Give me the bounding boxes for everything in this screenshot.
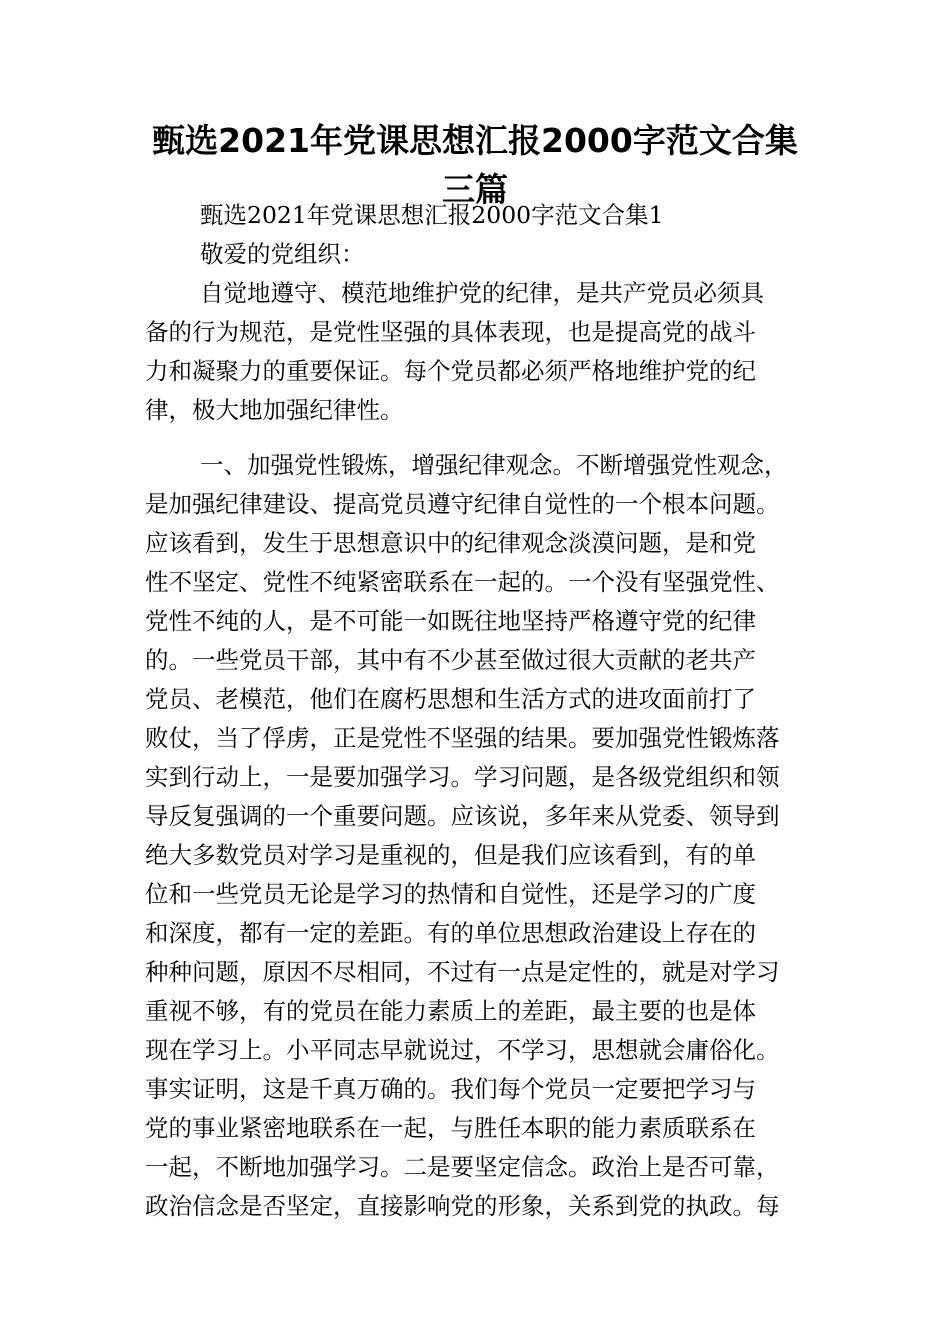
body-line: 力和凝聚力的重要保证。每个党员都必须严格地维护党的纪 xyxy=(145,357,756,385)
document-title-line1: 甄选2021年党课思想汇报2000字范文合集 xyxy=(152,121,798,160)
body-line: 事实证明，这是千真万确的。我们每个党员一定要把学习与 xyxy=(145,1075,756,1103)
body-line: 律，极大地加强纪律性。 xyxy=(145,396,404,424)
body-line: 一起，不断地加强学习。二是要坚定信念。政治上是否可靠， xyxy=(145,1153,780,1181)
body-line: 应该看到，发生于思想意识中的纪律观念淡漠问题，是和党 xyxy=(145,529,756,557)
body-line: 是加强纪律建设、提高党员遵守纪律自觉性的一个根本问题。 xyxy=(145,490,780,518)
document-title-line2: 三篇 xyxy=(442,170,508,209)
body-line: 一、加强党性锻炼，增强纪律观念。不断增强党性观念， xyxy=(200,451,788,479)
body-line: 位和一些党员无论是学习的热情和自觉性，还是学习的广度 xyxy=(145,880,756,908)
body-line: 现在学习上。小平同志早就说过，不学习，思想就会庸俗化。 xyxy=(145,1036,780,1064)
body-line: 备的行为规范，是党性坚强的具体表现，也是提高党的战斗 xyxy=(145,318,756,346)
body-line: 自觉地遵守、模范地维护党的纪律，是共产党员必须具 xyxy=(200,279,764,307)
body-line: 的。一些党员干部，其中有不少甚至做过很大贡献的老共产 xyxy=(145,646,756,674)
body-line: 政治信念是否坚定，直接影响党的形象，关系到党的执政。每 xyxy=(145,1192,780,1220)
body-line: 和深度，都有一定的差距。有的单位思想政治建设上存在的 xyxy=(145,919,756,947)
body-line: 实到行动上，一是要加强学习。学习问题，是各级党组织和领 xyxy=(145,763,780,791)
body-line: 导反复强调的一个重要问题。应该说，多年来从党委、领导到 xyxy=(145,802,780,830)
body-line: 种种问题，原因不尽相同，不过有一点是定性的，就是对学习 xyxy=(145,958,780,986)
body-line: 党员、老模范，他们在腐朽思想和生活方式的进攻面前打了 xyxy=(145,685,756,713)
body-line: 重视不够，有的党员在能力素质上的差距，最主要的也是体 xyxy=(145,997,756,1025)
subtitle-line: 甄选2021年党课思想汇报2000字范文合集1 xyxy=(200,201,664,229)
body-line: 败仗，当了俘虏，正是党性不坚强的结果。要加强党性锻炼落 xyxy=(145,724,780,752)
body-line: 党性不纯的人，是不可能一如既往地坚持严格遵守党的纪律 xyxy=(145,607,756,635)
body-line: 性不坚定、党性不纯紧密联系在一起的。一个没有坚强党性、 xyxy=(145,568,780,596)
body-line: 党的事业紧密地联系在一起，与胜任本职的能力素质联系在 xyxy=(145,1114,756,1142)
salutation-line: 敬爱的党组织： xyxy=(200,240,365,268)
body-line: 绝大多数党员对学习是重视的，但是我们应该看到，有的单 xyxy=(145,841,756,869)
